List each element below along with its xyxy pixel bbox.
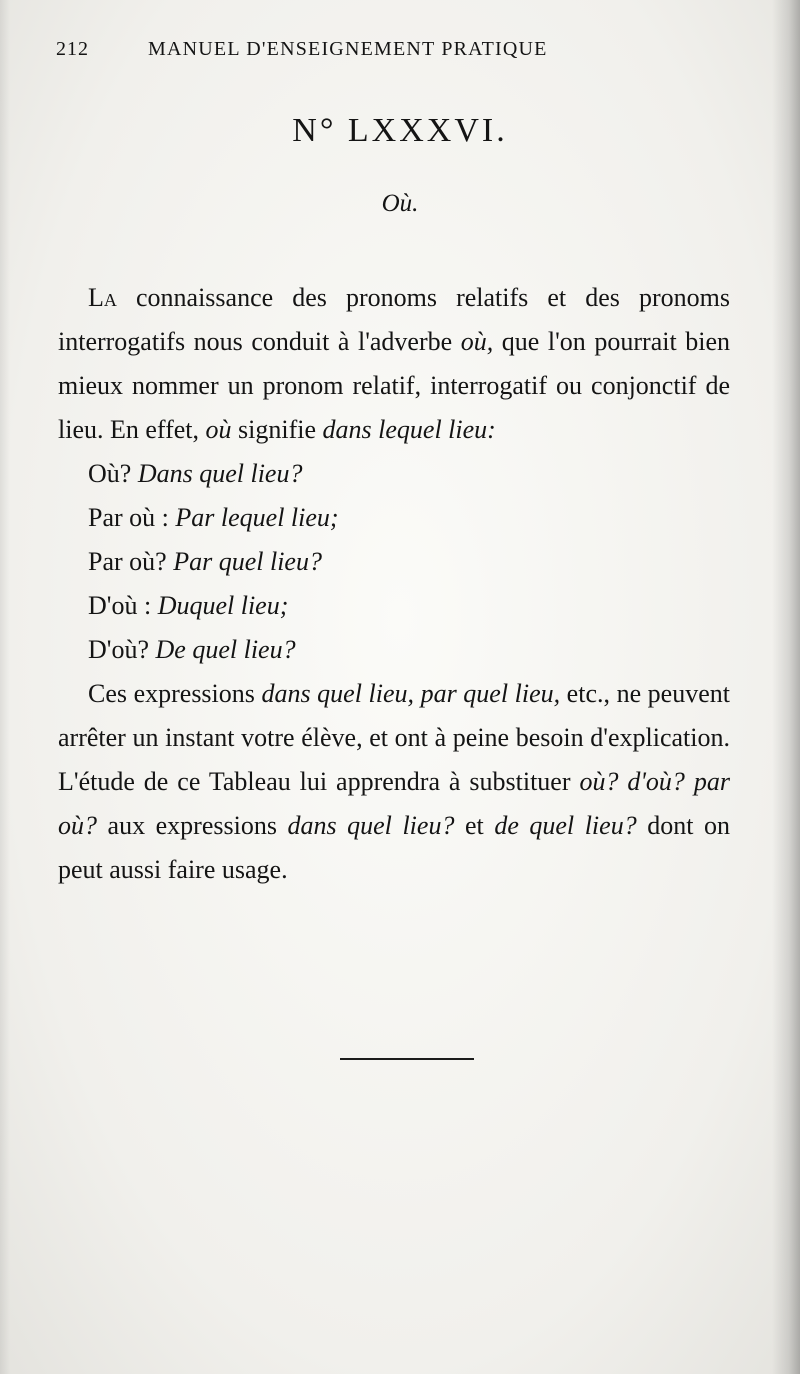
italic-term: dans lequel lieu: xyxy=(322,415,496,444)
italic-term: où, xyxy=(460,327,494,356)
section-end-rule xyxy=(340,1058,474,1060)
italic-term: de quel lieu? xyxy=(494,811,637,840)
example-line xyxy=(58,496,730,540)
example-answer: Dans quel lieu? xyxy=(137,459,303,488)
italic-term: où xyxy=(205,415,232,444)
example-question: D'où : xyxy=(88,591,158,620)
paragraph-text: connaissance des pronoms relatifs et des pronoms interrogatifs nous conduit à l'adverbe xyxy=(58,283,730,356)
italic-term: dans quel lieu, par quel lieu, xyxy=(261,679,561,708)
page-number: 212 xyxy=(56,38,89,60)
italic-term: dans quel lieu? xyxy=(287,811,455,840)
paragraph-text: Ces expressions xyxy=(88,679,262,708)
example-question: D'où? xyxy=(88,635,156,664)
example-line xyxy=(58,628,730,672)
running-header xyxy=(56,38,706,68)
example-line xyxy=(58,584,730,628)
paragraph-text: etc., ne peuvent arrêter un instant votre élève, et ont à peine besoin d'explication. L'étude de ce Tableau lui apprendra à substituer xyxy=(58,679,730,796)
example-line xyxy=(58,452,730,496)
example-list xyxy=(58,452,730,672)
paragraph-text: et xyxy=(454,811,495,840)
paragraph-text: aux expressions xyxy=(97,811,288,840)
paragraph-intro xyxy=(58,276,730,452)
paragraph-text: que l'on pourrait bien mieux nommer un pronom relatif, interrogatif ou conjonctif de lieu. En effet, xyxy=(58,327,731,444)
example-question: Par où : xyxy=(88,503,176,532)
italic-term: où? d'où? par où? xyxy=(58,767,730,840)
running-title: MANUEL D'ENSEIGNEMENT PRATIQUE xyxy=(148,38,548,60)
example-answer: Par lequel lieu; xyxy=(175,503,339,532)
section-number: N° LXXXVI. xyxy=(292,112,508,149)
paragraph-text: signifie xyxy=(231,415,323,444)
example-answer: Duquel lieu; xyxy=(157,591,289,620)
example-question: Par où? xyxy=(88,547,174,576)
body-text xyxy=(58,276,730,892)
paragraph-lead-word: La xyxy=(88,283,117,312)
paragraph-text: dont on peut aussi faire usage. xyxy=(58,811,731,884)
example-line xyxy=(58,540,730,584)
paragraph-conclusion xyxy=(58,672,730,892)
example-answer: Par quel lieu? xyxy=(173,547,322,576)
section-subtitle: Où. xyxy=(381,190,419,217)
example-answer: De quel lieu? xyxy=(155,635,296,664)
example-question: Où? xyxy=(88,459,138,488)
